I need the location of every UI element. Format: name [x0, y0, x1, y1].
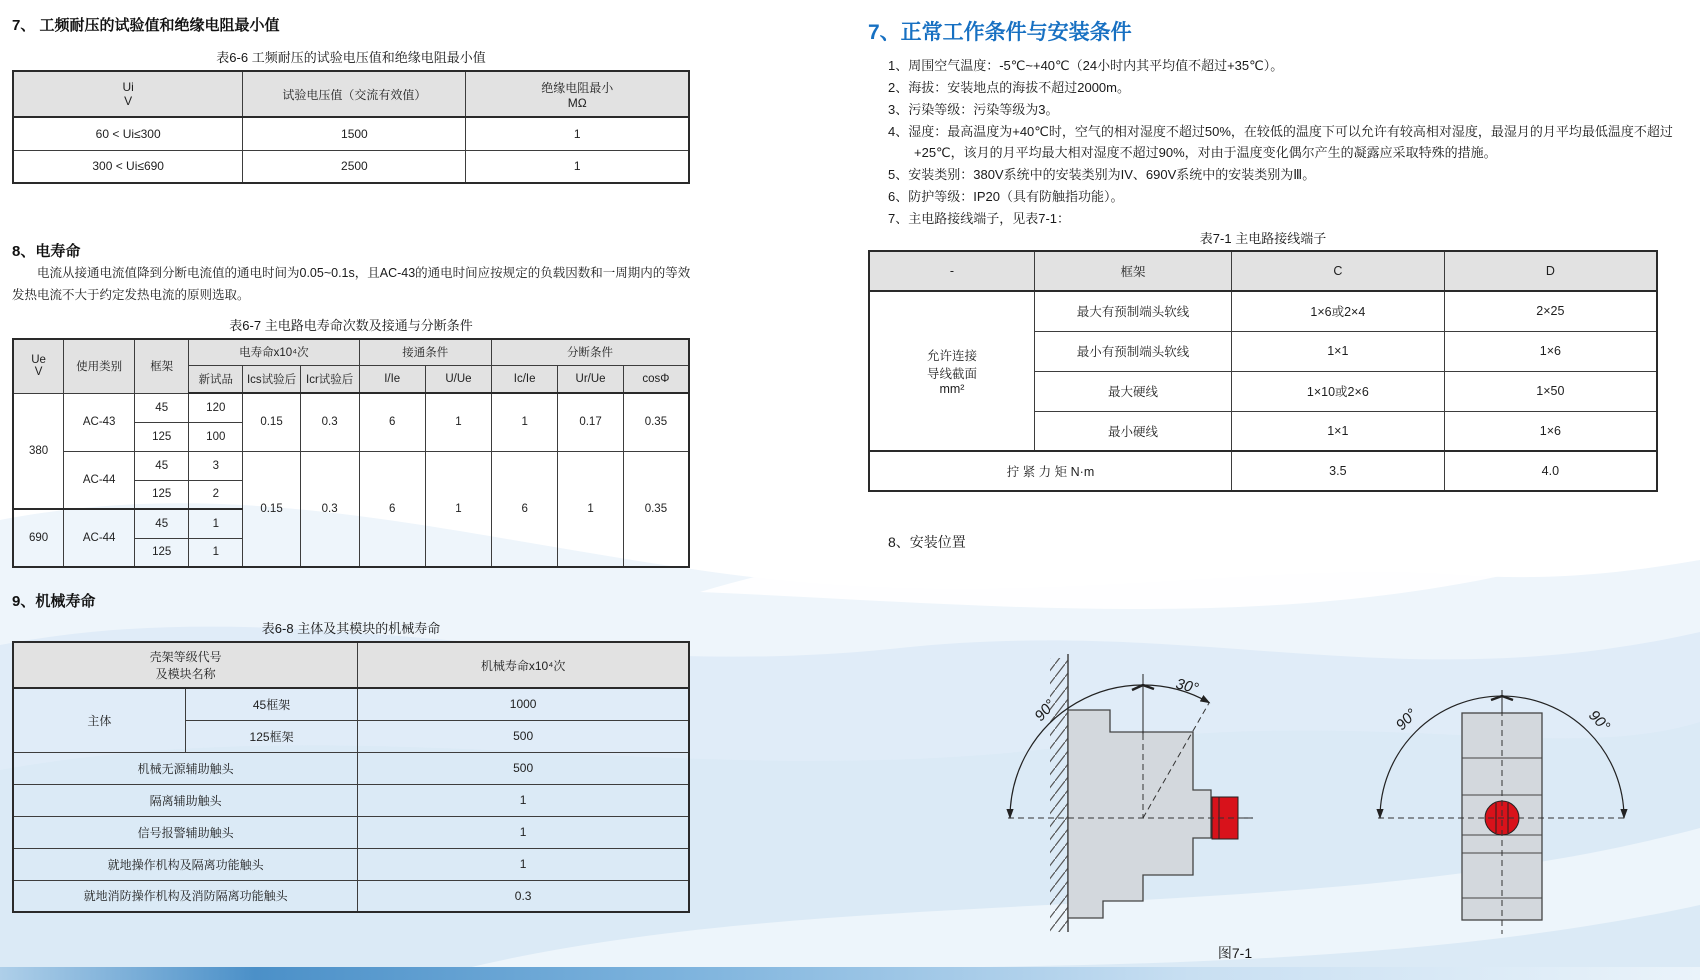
table-7-1: [868, 250, 1658, 492]
table-cell: 0.35: [623, 393, 689, 451]
table-cell: 1×6: [1444, 331, 1657, 371]
header-line: Ui: [122, 80, 134, 94]
table-row: [13, 816, 689, 848]
table-cell: 125: [135, 538, 189, 567]
column-header: D: [1444, 251, 1657, 291]
header-line: V: [124, 94, 133, 108]
condition-item: 6、防护等级：IP20（具有防触指功能）。: [888, 189, 1124, 204]
column-header: 框架: [135, 339, 189, 393]
table-row: [13, 150, 689, 183]
table-cell: 就地操作机构及隔离功能触头: [13, 848, 358, 880]
column-header: [13, 339, 64, 393]
table-cell: 0.17: [558, 393, 624, 451]
table-cell: 380: [13, 393, 64, 509]
figure-7-1-side-view: [985, 612, 1265, 942]
column-header-group: 分断条件: [492, 339, 689, 365]
table-cell: 1: [358, 848, 689, 880]
table-row: [13, 451, 689, 480]
table-row: [13, 393, 689, 422]
cell-line: mm²: [939, 382, 965, 396]
table-cell: 主体: [13, 688, 185, 752]
condition-item: 1、周围空气温度：-5℃~+40℃（24小时内其平均值不超过+35℃）。: [888, 58, 1284, 73]
table-row: [13, 784, 689, 816]
table-row: [13, 848, 689, 880]
table-cell: 拧 紧 力 矩 N·m: [869, 451, 1231, 491]
table-cell: 125: [135, 480, 189, 509]
column-header: 使用类别: [64, 339, 135, 393]
condition-item: 2、海拔：安装地点的海拔不超过2000m。: [888, 80, 1130, 95]
column-header: [466, 71, 689, 117]
table-cell: 机械无源辅助触头: [13, 752, 358, 784]
column-header: [13, 71, 243, 117]
table-cell: 1: [492, 393, 558, 451]
table-cell: 6: [359, 393, 425, 451]
table-cell: 0.35: [623, 451, 689, 567]
cell-line: 允许连接: [926, 349, 977, 363]
table-cell: 最大有预制端头软线: [1034, 291, 1231, 331]
table-cell: 1500: [243, 117, 466, 150]
table-cell: 就地消防操作机构及消防隔离功能触头: [13, 880, 358, 912]
section-7-title: 7、 工频耐压的试验值和绝缘电阻最小值: [12, 17, 280, 34]
column-header: C: [1231, 251, 1444, 291]
table-cell: 最小有预制端头软线: [1034, 331, 1231, 371]
conditions-list: [888, 55, 1690, 230]
header-line: 绝缘电阻最小: [541, 80, 614, 95]
column-header: 机械寿命x10⁴次: [358, 642, 689, 688]
table-cell: 300 < Ui≤690: [13, 150, 243, 183]
table-cell: 1×50: [1444, 371, 1657, 411]
figure-7-1-caption: 图7-1: [1217, 945, 1253, 961]
table-cell: AC-44: [64, 451, 135, 509]
table-cell: 1: [189, 538, 243, 567]
header-line: 及模块名称: [155, 667, 216, 681]
table-row: [13, 752, 689, 784]
table-cell: 信号报警辅助触头: [13, 816, 358, 848]
table-cell: 45: [135, 393, 189, 422]
angle-label-left-90: 90°: [1392, 705, 1421, 734]
table-cell: 1: [189, 509, 243, 538]
angle-label-30: 30°: [1174, 675, 1201, 698]
angle-label-right-90: 90°: [1585, 706, 1614, 736]
table-cell: 0.3: [358, 880, 689, 912]
table-6-6-caption: 表6-6 工频耐压的试验电压值和绝缘电阻最小值: [216, 50, 486, 65]
table-cell: 690: [13, 509, 64, 567]
table-cell: 最大硬线: [1034, 371, 1231, 411]
figure-7-1-front-view: [1340, 612, 1670, 942]
table-cell: 6: [359, 451, 425, 567]
table-cell: 45: [135, 451, 189, 480]
table-cell: [869, 291, 1034, 451]
column-header: Icr试验后: [300, 365, 359, 393]
condition-item: 7、主电路接线端子，见表7-1：: [888, 211, 1071, 226]
column-header: -: [869, 251, 1034, 291]
column-header: U/Ue: [425, 365, 491, 393]
column-header: cosΦ: [623, 365, 689, 393]
table-cell: 2: [189, 480, 243, 509]
table-cell: 1: [358, 784, 689, 816]
table-cell: 125: [135, 422, 189, 451]
column-header: 新试品: [189, 365, 243, 393]
header-line: MΩ: [567, 95, 587, 110]
left-column: [12, 14, 690, 35]
column-header: I/Ie: [359, 365, 425, 393]
condition-item: 4、湿度：最高温度为+40℃时，空气的相对湿度不超过50%，在较低的温度下可以允许有较高相对湿度，最湿月的月平均最低温度不超过+25℃，该月的月平均最大相对湿度不超过90%，对由于温度变化偶尔产生的凝露应采取特殊的措施。: [888, 124, 1673, 160]
table-cell: 1×6或2×4: [1231, 291, 1444, 331]
table-row: [13, 688, 689, 720]
cell-line: 导线截面: [926, 367, 977, 381]
table-cell: 1000: [358, 688, 689, 720]
table-cell: 4.0: [1444, 451, 1657, 491]
table-cell: 125框架: [185, 720, 357, 752]
table-cell: 1×6: [1444, 411, 1657, 451]
table-cell: 500: [358, 720, 689, 752]
column-header-group: 接通条件: [359, 339, 491, 365]
red-handle: [1212, 797, 1238, 839]
column-header: 框架: [1034, 251, 1231, 291]
table-cell: 1: [558, 451, 624, 567]
bottom-decorative-bar: [0, 967, 1700, 980]
column-header: 试验电压值（交流有效值）: [243, 71, 466, 117]
table-cell: 1×1: [1231, 331, 1444, 371]
table-cell: 1×1: [1231, 411, 1444, 451]
table-cell: 3.5: [1231, 451, 1444, 491]
table-row: [869, 451, 1657, 491]
section-8-title: 8、电寿命: [12, 243, 81, 260]
right-section-7-title: 7、正常工作条件与安装条件: [868, 21, 1132, 44]
column-header: Ur/Ue: [558, 365, 624, 393]
table-6-8-caption: 表6-8 主体及其模块的机械寿命: [261, 621, 441, 636]
table-cell: AC-43: [64, 393, 135, 451]
table-cell: 1: [466, 117, 689, 150]
column-header: Ic/Ie: [492, 365, 558, 393]
table-row: [13, 880, 689, 912]
column-header-group: 电寿命x10⁴次: [189, 339, 359, 365]
table-cell: 隔离辅助触头: [13, 784, 358, 816]
angle-label-90: 90°: [1031, 696, 1060, 725]
wall-hatch: [1050, 658, 1068, 932]
table-cell: 1: [425, 451, 491, 567]
section-8-paragraph: 电流从接通电流值降到分断电流值的通电时间为0.05~0.1s，且AC-43的通电时间应按规定的负载因数和一周期内的等效发热电流不大于约定发热电流的原则选取。: [12, 266, 691, 302]
table-cell: 45: [135, 509, 189, 538]
table-cell: 3: [189, 451, 243, 480]
table-cell: 最小硬线: [1034, 411, 1231, 451]
table-cell: 1: [358, 816, 689, 848]
table-cell: 2×25: [1444, 291, 1657, 331]
table-cell: 60 < Ui≤300: [13, 117, 243, 150]
table-row: [869, 291, 1657, 331]
device-body-side: [1068, 710, 1211, 918]
table-cell: AC-44: [64, 509, 135, 567]
table-cell: 500: [358, 752, 689, 784]
table-cell: 0.15: [243, 451, 300, 567]
column-header: Ics试验后: [243, 365, 300, 393]
table-7-1-caption: 表7-1 主电路接线端子: [1199, 231, 1327, 246]
header-line: V: [34, 366, 43, 379]
header-line: Ue: [31, 354, 46, 367]
table-cell: 120: [189, 393, 243, 422]
section-9-title: 9、机械寿命: [12, 593, 96, 610]
table-cell: 1: [466, 150, 689, 183]
right-section-8-title: 8、安装位置: [888, 534, 966, 550]
table-6-7: [12, 338, 690, 568]
table-cell: 1×10或2×6: [1231, 371, 1444, 411]
table-cell: 0.15: [243, 393, 300, 451]
table-cell: 1: [425, 393, 491, 451]
condition-item: 3、污染等级：污染等级为3。: [888, 102, 1059, 117]
table-row: [13, 117, 689, 150]
table-cell: 0.3: [300, 451, 359, 567]
header-line: 壳架等级代号: [149, 650, 222, 664]
table-cell: 100: [189, 422, 243, 451]
column-header: [13, 642, 358, 688]
table-6-8: [12, 641, 690, 913]
table-cell: 6: [492, 451, 558, 567]
condition-item: 5、安装类别：380V系统中的安装类别为IV、690V系统中的安装类别为Ⅲ。: [888, 167, 1316, 182]
table-cell: 45框架: [185, 688, 357, 720]
table-6-7-caption: 表6-7 主电路电寿命次数及接通与分断条件: [229, 318, 473, 333]
table-cell: 0.3: [300, 393, 359, 451]
table-cell: 2500: [243, 150, 466, 183]
table-6-6: [12, 70, 690, 184]
